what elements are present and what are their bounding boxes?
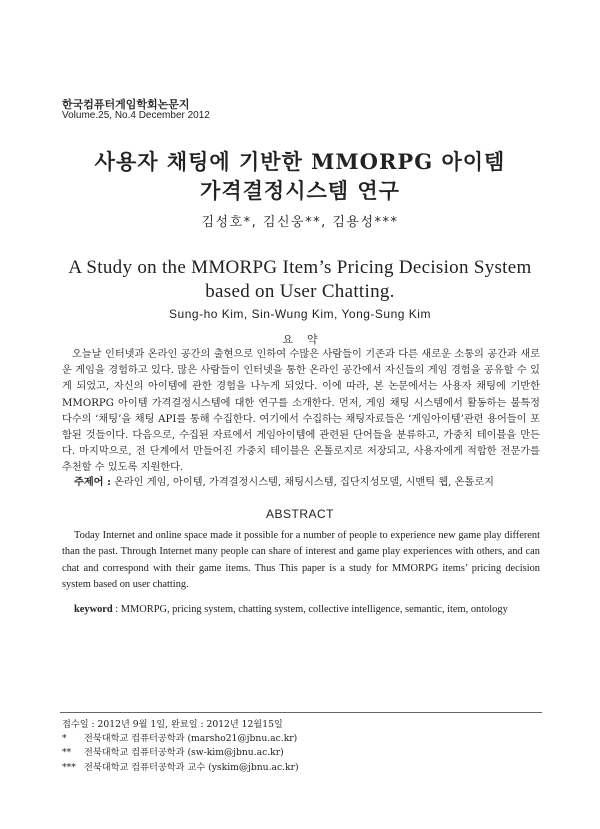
abstract-english-text: Today Internet and online space made it possible for a number of people to experience new game play different than the past. Through Internet many people can share of interest and game play experiences with others, and can chat and correspond with their game items. Thus This paper is a study for MMORPG items’ pricing decision system based on user chatting.: [62, 530, 540, 590]
abstract-english-heading: ABSTRACT: [265, 507, 334, 521]
authors-english: Sung-ho Kim, Sin-Wung Kim, Yong-Sung Kim: [169, 307, 431, 321]
abstract-korean-heading: 요약: [282, 333, 332, 346]
journal-volume: Volume.25, No.4 December 2012: [62, 110, 210, 121]
footnote-text: 전북대학교 컴퓨터공학과 (marsho21@jbnu.ac.kr): [84, 733, 298, 745]
paper-title-korean-line1: 사용자 채팅에 기반한 MMORPG 아이템: [94, 149, 506, 174]
footnote-author2: [62, 746, 299, 760]
keywords-english-label: keyword: [74, 604, 113, 615]
paper-title-korean-line2: 가격결정시스템 연구: [200, 178, 400, 203]
footnote-dates: [62, 718, 299, 732]
keywords-english: [74, 604, 540, 615]
footnote-mark: **: [62, 747, 72, 759]
paper-title-english-line1: A Study on the MMORPG Item’s Pricing Decision System: [68, 257, 532, 278]
footnote-author3: [62, 761, 299, 775]
authors-korean: 김성호*, 김신웅**, 김용성***: [201, 215, 399, 230]
footnote-mark: *: [62, 733, 67, 745]
keywords-korean: [74, 473, 540, 488]
paper-title-english: [0, 256, 600, 304]
footnote-mark: ***: [62, 761, 76, 773]
footnote-text: 접수일 : 2012년 9월 1일, 완료일 : 2012년 12월15일: [62, 719, 283, 730]
journal-name: 한국컴퓨터게임학회논문지: [62, 98, 190, 111]
footnotes: [62, 718, 299, 775]
keywords-english-list: : MMORPG, pricing system, chatting system, collective intelligence, semantic, item, ontology: [115, 604, 508, 615]
footnote-divider: [60, 712, 542, 713]
abstract-korean-text: 오늘날 인터넷과 온라인 공간의 출현으로 인하여 수많은 사람들이 기존과 다른 새로운 소통의 공간과 새로운 게임을 경험하고 있다. 많은 사람들이 인터넷을 통한 온라인 공간에서 자신들의 게임 경험을 공유할 수 있게 되었고, 자신의 아이템에 관한 경험을 나누게 되었다. 이에 따라, 본 논문에서는 사용자 채팅에 기반한 MMORPG 아이템 가격결정시스템에 대한 연구를 소개한다. 먼저, 게임 채팅 시스템에서 활동하는 불특정 다수의 ‘채팅’을 채팅 API를 통해 수집한다. 여기에서 수집하는 채팅자료들은 ‘게임아이템’관련 용어들이 포함된 것들이다. 다음으로, 수집된 자료에서 게임아이템에 관련된 단어들을 분류하고, 가중치 테이블을 만든다. 마지막으로, 전 단계에서 만들어진 가중치 테이블은 온톨로지로 저장되고, 사용자에게 적합한 전문가를 추천할 수 있도록 지원한다.: [62, 349, 540, 474]
paper-title-korean: [0, 147, 600, 205]
keywords-korean-label: 주제어 :: [74, 476, 111, 488]
footnote-author1: [62, 732, 299, 746]
paper-title-english-line2: based on User Chatting.: [205, 281, 395, 302]
footnote-text: 전북대학교 컴퓨터공학과 교수 (yskim@jbnu.ac.kr): [84, 761, 299, 773]
footnote-text: 전북대학교 컴퓨터공학과 (sw-kim@jbnu.ac.kr): [84, 747, 284, 759]
keywords-korean-list: 온라인 게임, 아이템, 가격결정시스템, 채팅시스템, 집단지성모델, 시맨틱 웹, 온톨로지: [114, 477, 495, 488]
